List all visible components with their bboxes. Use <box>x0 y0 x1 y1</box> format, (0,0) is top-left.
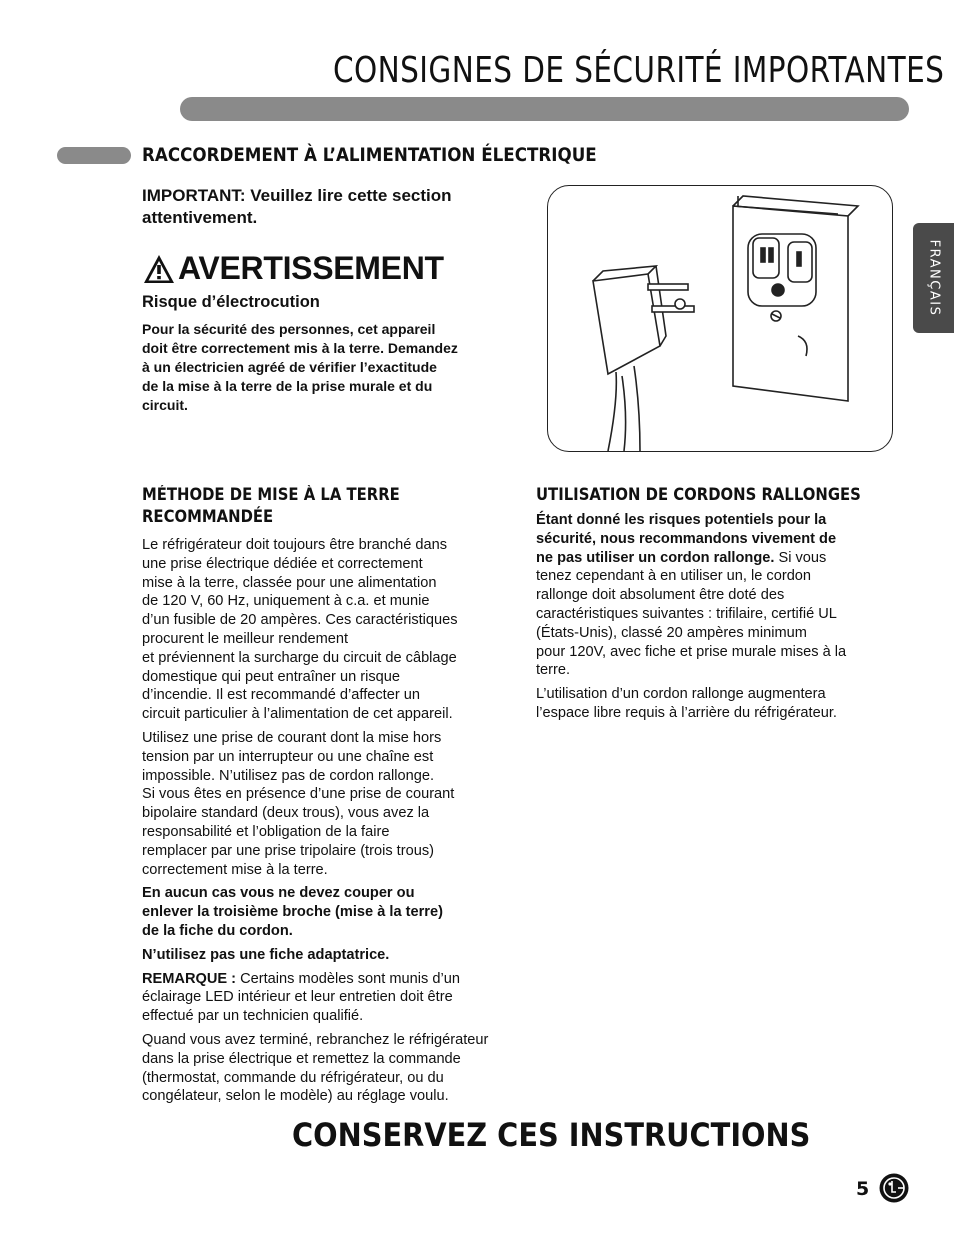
warning-triangle-icon <box>142 252 176 286</box>
grounding-heading: MÉTHODE DE MISE À LA TERRE RECOMMANDÉE <box>142 485 400 526</box>
grounding-paragraph-5 <box>142 970 522 1026</box>
extension-text: Si vous tenez cependant à en utiliser un, le cordon rallonge doit absolument être doté des caractéristiques suivantes : trifilaire, certifié UL (États-Unis), classé 20 ampères minimum pour 120V, avec fiche et prise murale mises à la terre. <box>536 549 847 679</box>
warning-title: AVERTISSEMENT <box>178 250 444 286</box>
plug-outlet-illustration <box>547 185 893 452</box>
lg-logo <box>879 1173 909 1203</box>
grounding-paragraph-6: Quand vous avez terminé, rebranchez le réfrigérateur dans la prise électrique et remettez la commande (thermostat, commande du réfrigérateur, ou du congélateur, selon le modèle) au réglage voulu. <box>142 1031 489 1105</box>
grounding-paragraph-3: En aucun cas vous ne devez couper ou enlever la troisième broche (mise à la terre) de la fiche du cordon. <box>142 885 443 939</box>
language-tab <box>913 223 954 333</box>
section-marker <box>57 147 131 164</box>
title-bar <box>180 97 909 121</box>
remark-label: REMARQUE : <box>142 970 237 987</box>
language-tab-label: FRANÇAIS <box>926 239 941 317</box>
warning-subheading: Risque d’électrocution <box>142 293 320 311</box>
section-title: RACCORDEMENT À L’ALIMENTATION ÉLECTRIQUE <box>142 144 597 166</box>
extension-heading: UTILISATION DE CORDONS RALLONGES <box>536 485 861 504</box>
grounding-method-section <box>142 484 522 1111</box>
warning-body: Pour la sécurité des personnes, cet appareil doit être correctement mis à la terre. Demandez à un électricien agréé de vérifier l’exactitude de la mise à la terre de la prise murale et du circuit. <box>142 321 458 413</box>
grounded-outlet-drawing <box>548 186 892 451</box>
extension-bold-text: Étant donné les risques potentiels pour la sécurité, nous recommandons vivement de ne pas utiliser un cordon rallonge. <box>536 512 837 566</box>
save-instructions-title: CONSERVEZ CES INSTRUCTIONS <box>292 1116 811 1154</box>
important-note: IMPORTANT: Veuillez lire cette section attentivement. <box>142 186 452 227</box>
grounding-paragraph-1: Le réfrigérateur doit toujours être branché dans une prise électrique dédiée et correctement mise à la terre, classée pour une alimentation de 120 V, 60 Hz, uniquement à c.a. et munie d’un fusible de 20 ampères. Ces caractéristiques procurent le meilleur rendement et préviennent la surcharge du circuit de câblage domestique qui peut entraîner un risque d’incendie. Il est recommandé d’affecter un circuit particulier à l’alimentation de cet appareil. <box>142 537 458 723</box>
grounding-paragraph-4: N’utilisez pas une fiche adaptatrice. <box>142 946 390 963</box>
extension-paragraph-2: L’utilisation d’un cordon rallonge augmentera l’espace libre requis à l’arrière du réfrigérateur. <box>536 686 837 721</box>
warning-heading <box>142 250 444 287</box>
page-title: CONSIGNES DE SÉCURITÉ IMPORTANTES <box>333 50 945 91</box>
grounding-paragraph-2: Utilisez une prise de courant dont la mise hors tension par un interrupteur ou une chaîne est impossible. N’utilisez pas de cordon rallonge. Si vous êtes en présence d’une prise de courant bipolaire standard (deux trous), vous avez la responsabilité et l’obligation de la faire remplacer par une prise tripolaire (trois trous) correctement mise à la terre. <box>142 729 455 878</box>
remark-text: Certains modèles sont munis d’un éclairage LED intérieur et leur entretien doit être effectué par un technicien qualifié. <box>142 970 460 1025</box>
extension-cord-section <box>536 484 881 728</box>
page-number: 5 <box>856 1178 870 1200</box>
extension-paragraph-1 <box>536 511 881 680</box>
